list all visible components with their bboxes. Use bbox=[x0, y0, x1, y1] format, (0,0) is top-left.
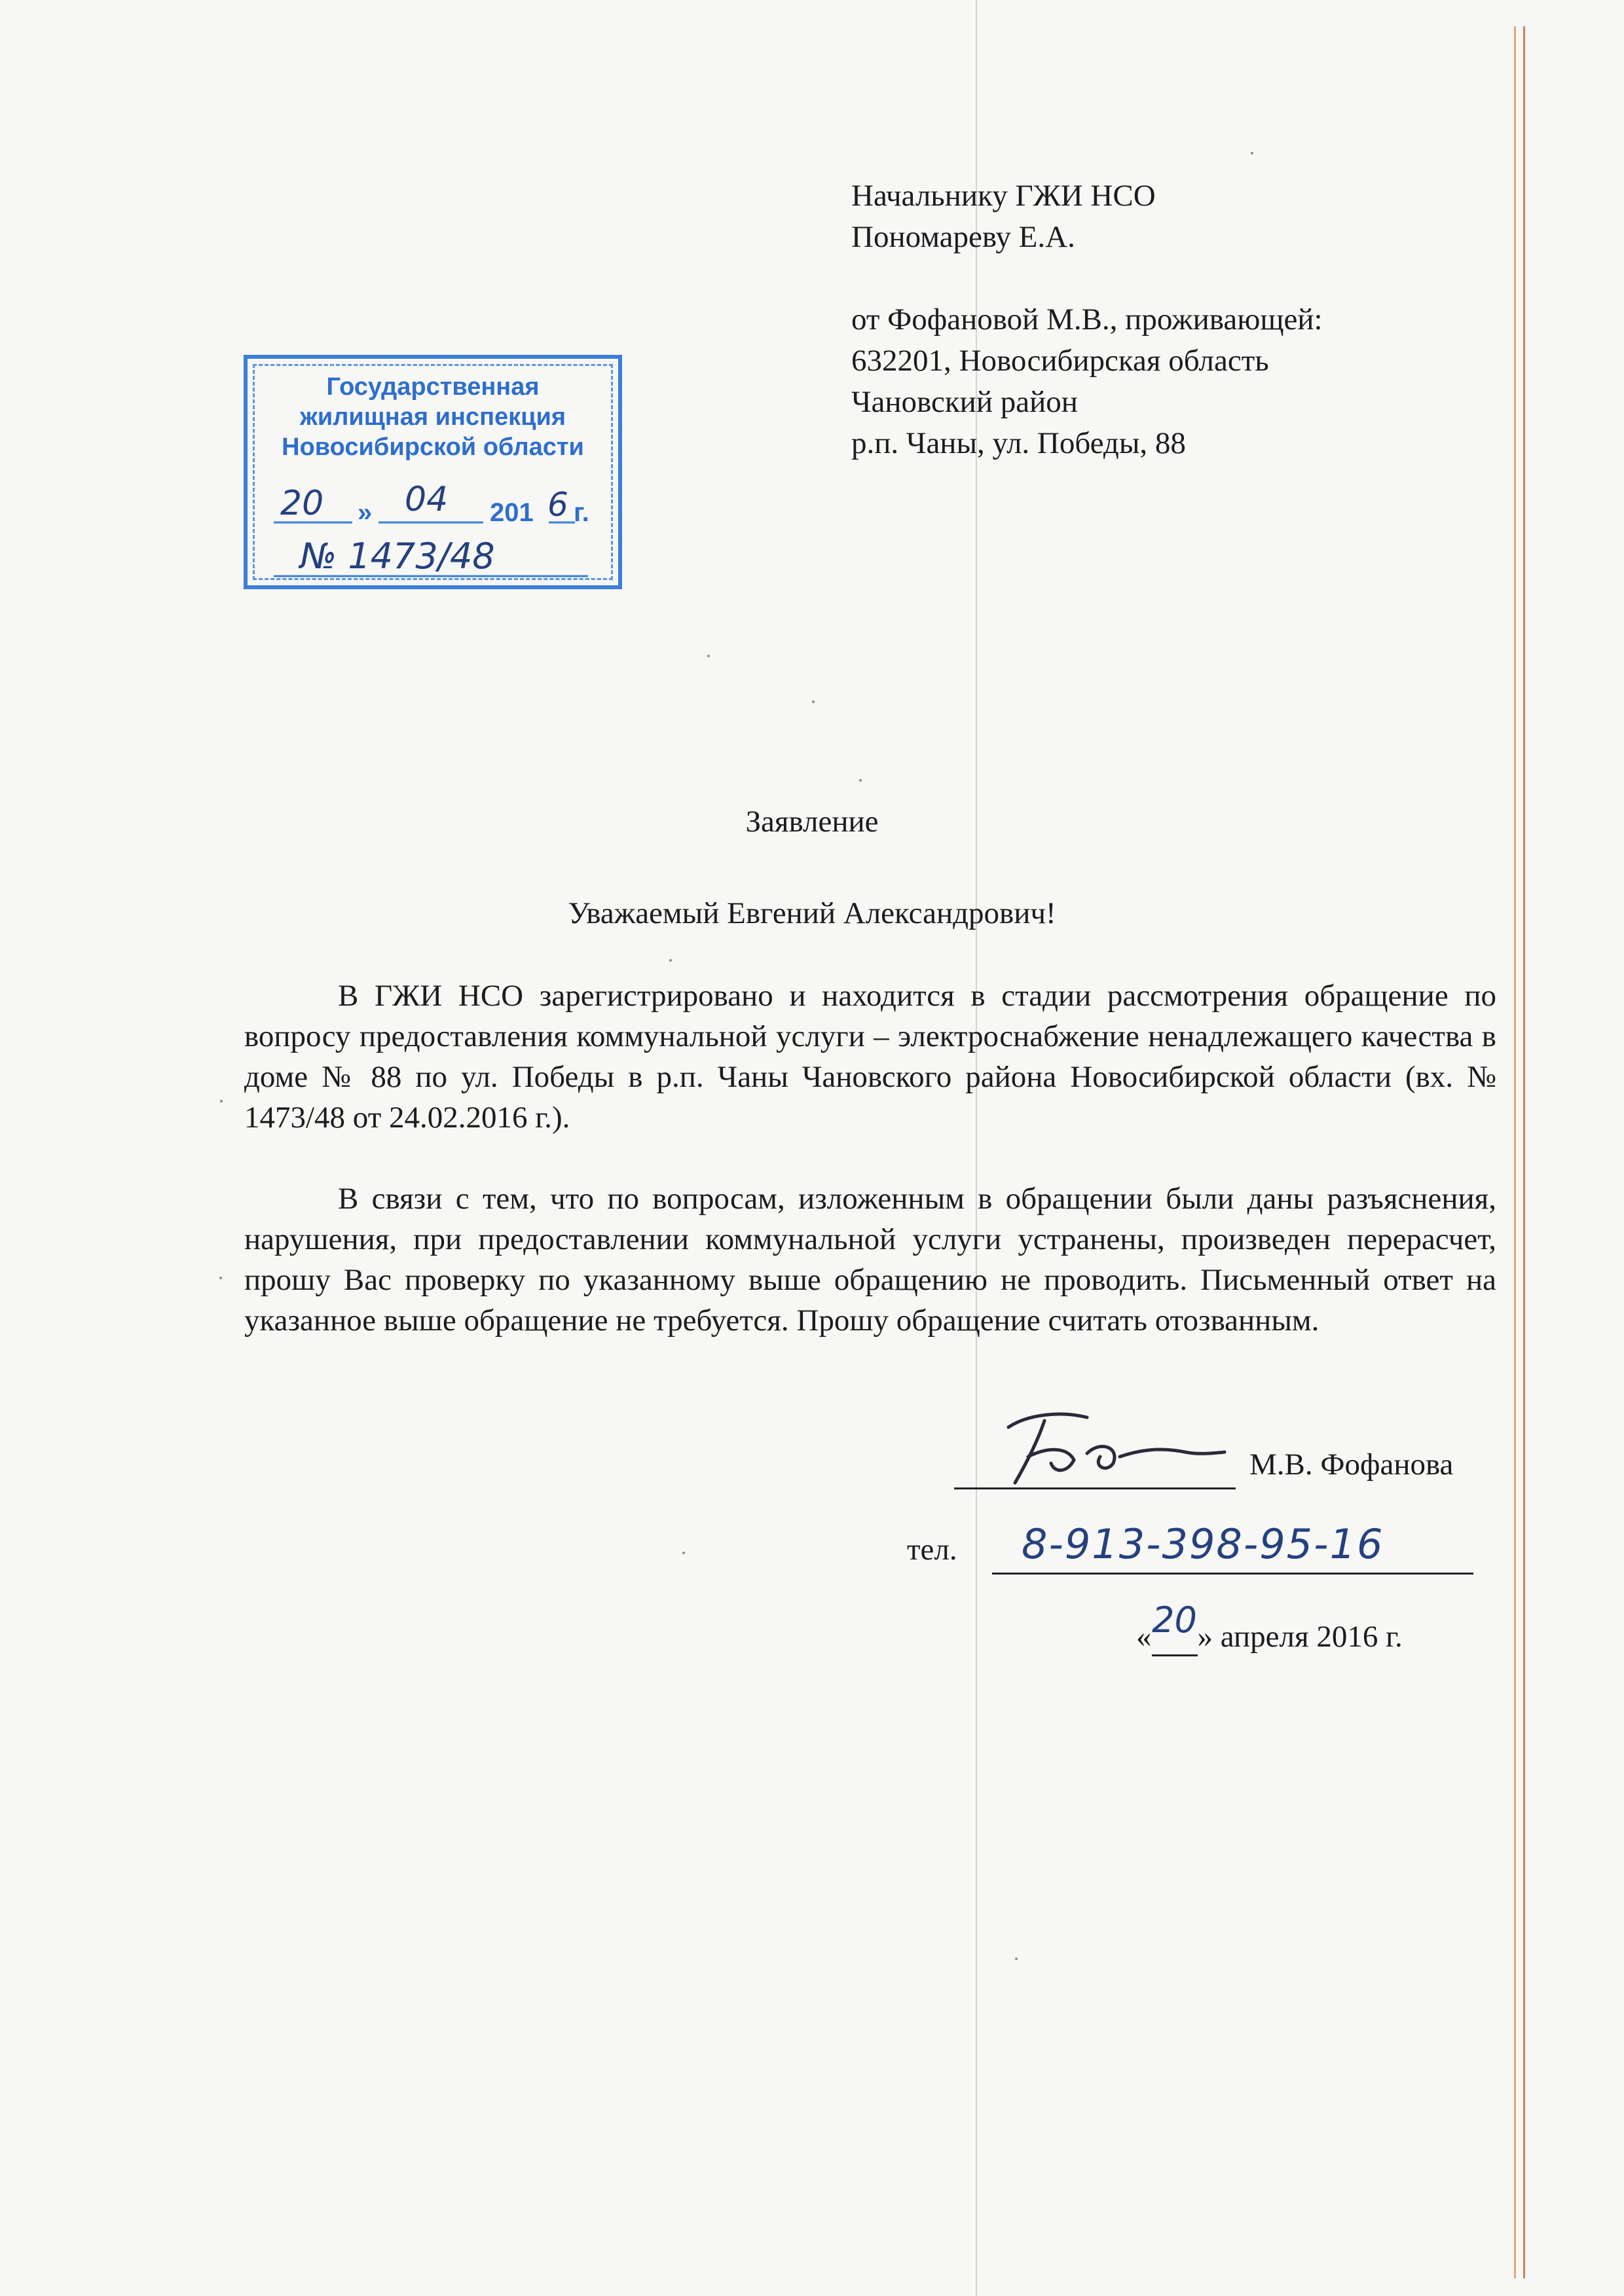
stamp-date-year-digit: 6 bbox=[547, 486, 568, 524]
scan-speck bbox=[220, 1100, 223, 1102]
stamp-date-field bbox=[261, 483, 601, 529]
body-paragraph bbox=[244, 1178, 1496, 1341]
registration-stamp bbox=[244, 355, 622, 589]
stamp-date-day: 20 bbox=[280, 484, 324, 523]
stamp-org-name bbox=[248, 372, 618, 462]
scan-speck bbox=[682, 1552, 685, 1554]
sender-line: 632201, Новосибирская область bbox=[851, 344, 1269, 378]
stamp-reg-number: № 1473/48 bbox=[300, 536, 495, 577]
page-edge-line bbox=[1514, 26, 1516, 2278]
stamp-line: жилищная инспекция bbox=[299, 403, 566, 431]
stamp-line: Государственная bbox=[326, 373, 540, 401]
greeting: Уважаемый Евгений Александрович! bbox=[568, 896, 1056, 930]
scan-speck bbox=[1015, 1958, 1018, 1960]
sender-line: от Фофановой М.В., проживающей: bbox=[851, 302, 1323, 337]
scan-speck bbox=[707, 655, 710, 657]
body-paragraph bbox=[244, 975, 1496, 1138]
stamp-number-field bbox=[261, 536, 601, 581]
scan-speck bbox=[859, 779, 862, 782]
date-day-field bbox=[1152, 1599, 1198, 1656]
signature-line bbox=[954, 1487, 1236, 1489]
date-day: 20 bbox=[1152, 1599, 1197, 1641]
scan-speck bbox=[1251, 152, 1253, 155]
page-edge-line bbox=[1523, 26, 1525, 2278]
signature-date bbox=[1136, 1599, 1403, 1656]
addressee-line: Начальнику ГЖИ НСО bbox=[851, 179, 1156, 213]
signer-name: М.В. Фофанова bbox=[1249, 1448, 1454, 1482]
phone-label: тел. bbox=[907, 1533, 957, 1567]
stamp-date-month: 04 bbox=[405, 483, 449, 519]
scan-speck bbox=[669, 959, 672, 962]
scan-speck bbox=[812, 701, 815, 703]
phone-underline bbox=[992, 1573, 1473, 1575]
addressee-block bbox=[851, 175, 1323, 464]
paragraph-text: В ГЖИ НСО зарегистрировано и находится в стадии рассмотрения обращение по вопросу предоставления коммунальной услуги – электроснабжение ненадлежащего качества в доме № 88 по ул. Победы в р.п. Чаны Чановского района Новосибирской области (вх. № 1473/48 от 24.02.2016 г.). bbox=[244, 979, 1496, 1135]
addressee-line: Пономареву Е.А. bbox=[851, 220, 1075, 254]
paragraph-text: В связи с тем, что по вопросам, изложенным в обращении были даны разъяснения, нарушения, при предоставлении коммунальной услуги устранены, произведен перерасчет, прошу Вас проверку по указанному выше обращению не проводить. Письменный ответ на указанное выше обращение не требуется. Прошу обращение считать отозванным. bbox=[244, 1182, 1496, 1338]
date-rest: » апреля 2016 г. bbox=[1197, 1620, 1403, 1654]
svg-text:»: » bbox=[358, 498, 373, 527]
document-title: Заявление bbox=[745, 805, 879, 839]
scan-speck bbox=[219, 1277, 222, 1279]
stamp-date-year-prefix: 201 bbox=[490, 498, 534, 527]
date-quote-open: « bbox=[1136, 1620, 1152, 1654]
sender-line: Чановский район bbox=[851, 385, 1078, 419]
phone-number: 8-913-398-95-16 bbox=[1022, 1520, 1384, 1568]
sender-line: р.п. Чаны, ул. Победы, 88 bbox=[851, 426, 1186, 460]
handwritten-signature bbox=[989, 1401, 1238, 1493]
stamp-date-suffix: г. bbox=[574, 498, 589, 527]
stamp-line: Новосибирской области bbox=[282, 433, 584, 461]
